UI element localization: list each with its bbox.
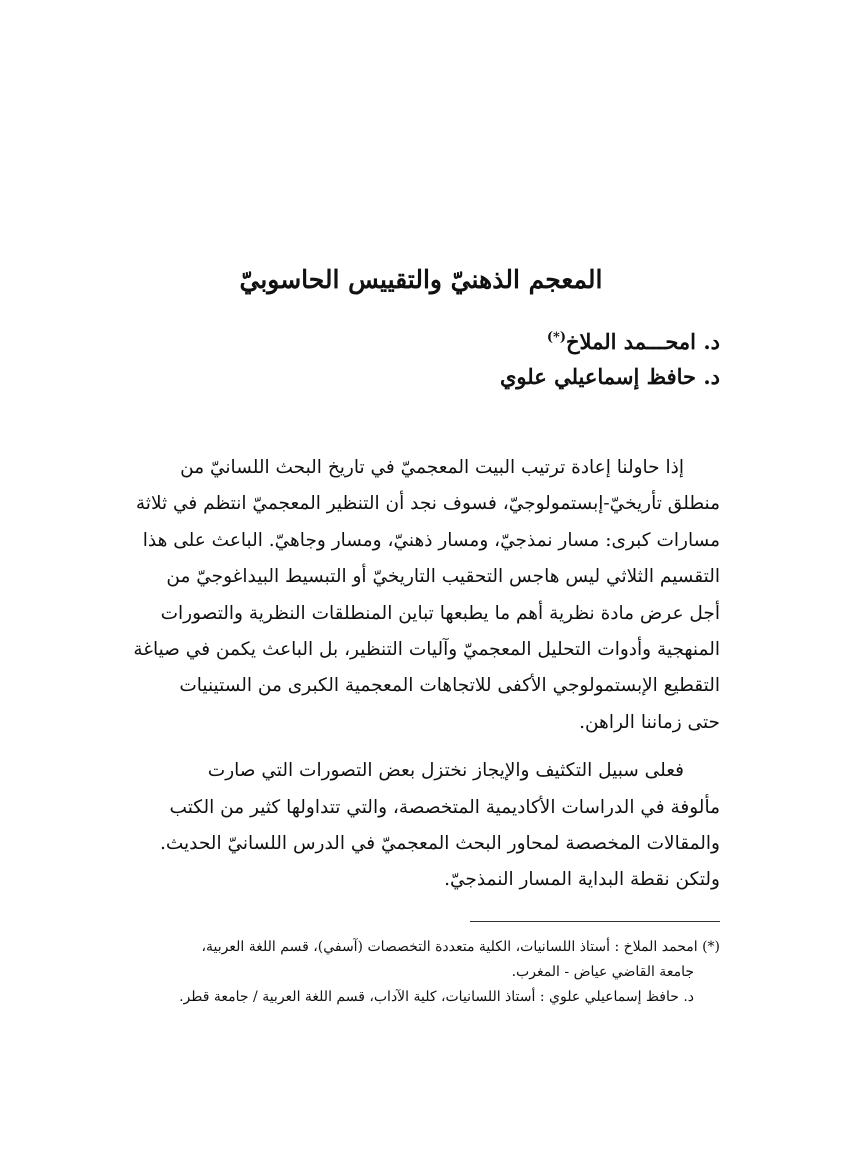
footnote-separator — [470, 921, 720, 922]
author-1 — [500, 320, 720, 359]
text-line: حتى زماننا الراهن. — [579, 711, 720, 733]
author-2 — [500, 359, 720, 394]
footnote-1 — [122, 935, 720, 985]
text-line: التقسيم الثلاثي ليس هاجس التحقيب التاريخيّ أو التبسيط البيداغوجيّ من — [166, 566, 720, 588]
footnote-line: (*) امحمد الملاخ : أستاذ اللسانيات، الكلية متعددة التخصصات (آسفي)، قسم اللغة العربية، — [201, 939, 720, 955]
footnote-line: جامعة القاضي عياض - المغرب. — [511, 964, 694, 980]
text-line: التقطيع الإبستمولوجي الأكفى للاتجاهات المعجمية الكبرى من الستينيات — [179, 675, 720, 697]
text-line: فعلى سبيل التكثيف والإيجاز نختزل بعض التصورات التي صارت — [207, 760, 684, 782]
text-line: والمقالات المخصصة لمحاور البحث المعجميّ في الدرس اللسانيّ الحديث. — [159, 833, 720, 855]
footnotes — [122, 935, 720, 1010]
text-line: منطلق تأريخيّ-إبستمولوجيّ، فسوف نجد أن التنظير المعجميّ انتظم في ثلاثة — [135, 493, 720, 515]
article-title: المعجم الذهنيّ والتقييس الحاسوبيّ — [239, 265, 603, 294]
footnote-marker: (*) — [546, 330, 566, 345]
footnote-line: د. حافظ إسماعيلي علوي : أستاذ اللسانيات، كلية الآداب، قسم اللغة العربية / جامعة قطر. — [179, 989, 694, 1005]
text-line: مسارات كبرى: مسار نمذجيّ، ومسار ذهنيّ، ومسار وجاهيّ. الباعث على هذا — [142, 529, 720, 551]
author-name: د. حافظ إسماعيلي علوي — [499, 364, 720, 389]
text-line: إذا حاولنا إعادة ترتيب البيت المعجميّ في تاريخ البحث اللسانيّ من — [180, 457, 684, 478]
text-line: ولتكن نقطة البداية المسار النمذجيّ. — [444, 869, 720, 891]
paragraph-2 — [122, 753, 720, 899]
text-line: المنهجية وأدوات التحليل المعجميّ وآليات التنظير، بل الباعث يكمن في صياغة — [133, 639, 720, 661]
text-line: مألوفة في الدراسات الأكاديمية المتخصصة، والتي تتداولها كثير من الكتب — [169, 796, 720, 818]
footnote-2 — [122, 985, 720, 1010]
paragraph-1 — [122, 450, 720, 741]
text-line: أجل عرض مادة نظرية أهم ما يطبعها تباين المنطلقات النظرية والتصورات — [160, 602, 720, 624]
body-text — [122, 450, 720, 899]
author-name: د. امحـــمد الملاخ — [565, 329, 720, 354]
author-list — [500, 320, 720, 394]
